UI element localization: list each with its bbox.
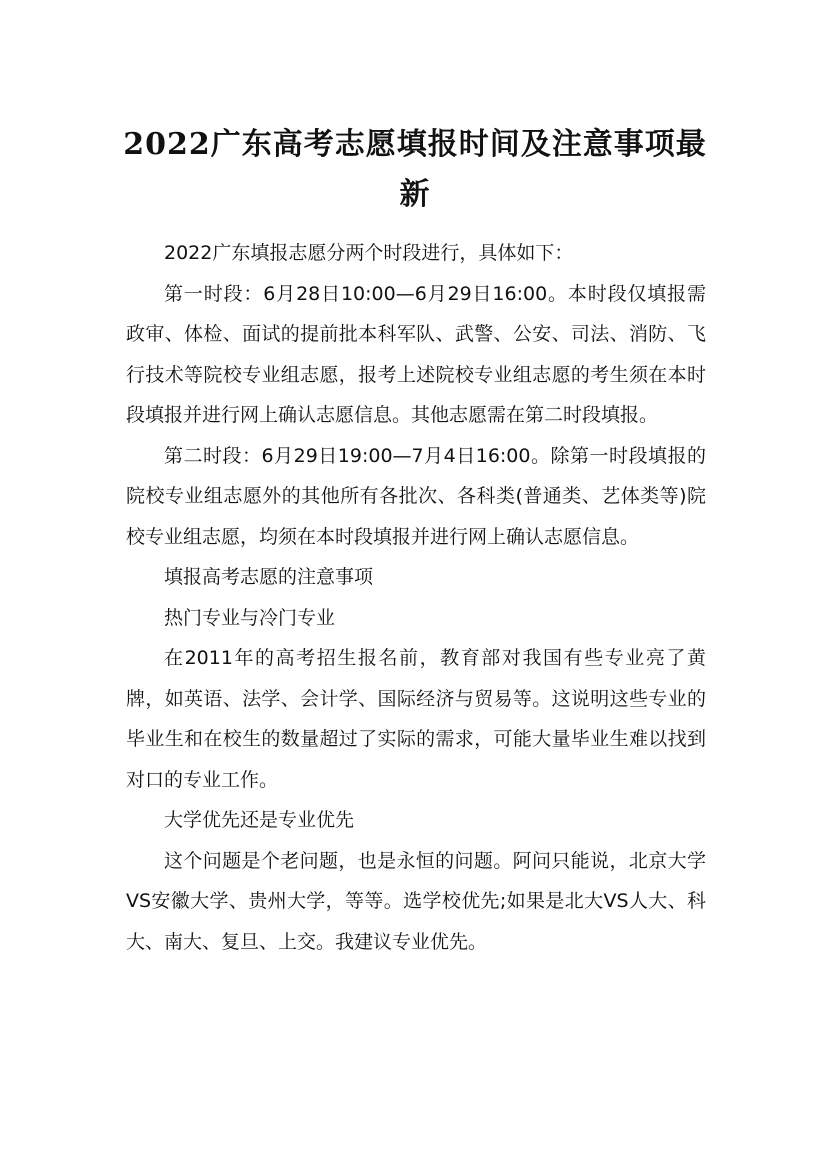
paragraph-first-period: 第一时段：6月28日10:00—6月29日16:00。本时段仅填报需政审、体检、面试的提前批本科军队、武警、公安、司法、消防、飞行技术等院校专业组志愿，报考上述院校专业组志愿的考生须在本时段填报并进行网上确认志愿信息。其他志愿需在第二时段填报。 <box>126 282 706 426</box>
paragraph-intro: 2022广东填报志愿分两个时段进行，具体如下： <box>164 242 574 264</box>
document-title: 2022广东高考志愿填报时间及注意事项最新 <box>123 127 707 213</box>
document-body <box>126 233 706 962</box>
paragraph-university-vs-major: 这个问题是个老问题，也是永恒的问题。阿问只能说，北京大学VS安徽大学、贵州大学，等等。选学校优先;如果是北大VS人大、科大、南大、复旦、上交。我建议专业优先。 <box>126 849 706 953</box>
section-heading-notes: 填报高考志愿的注意事项 <box>164 566 374 588</box>
paragraph-second-period: 第二时段：6月29日19:00—7月4日16:00。除第一时段填报的院校专业组志愿外的其他所有各批次、各科类(普通类、艺体类等)院校专业组志愿，均须在本时段填报并进行网上确认志愿信息。 <box>126 444 706 548</box>
subheading-popular-majors: 热门专业与冷门专业 <box>164 606 336 629</box>
paragraph-popular-majors: 在2011年的高考招生报名前，教育部对我国有些专业亮了黄牌，如英语、法学、会计学、国际经济与贸易等。这说明这些专业的毕业生和在校生的数量超过了实际的需求，可能大量毕业生难以找到对口的专业工作。 <box>126 647 706 791</box>
subheading-university-vs-major: 大学优先还是专业优先 <box>164 809 355 831</box>
